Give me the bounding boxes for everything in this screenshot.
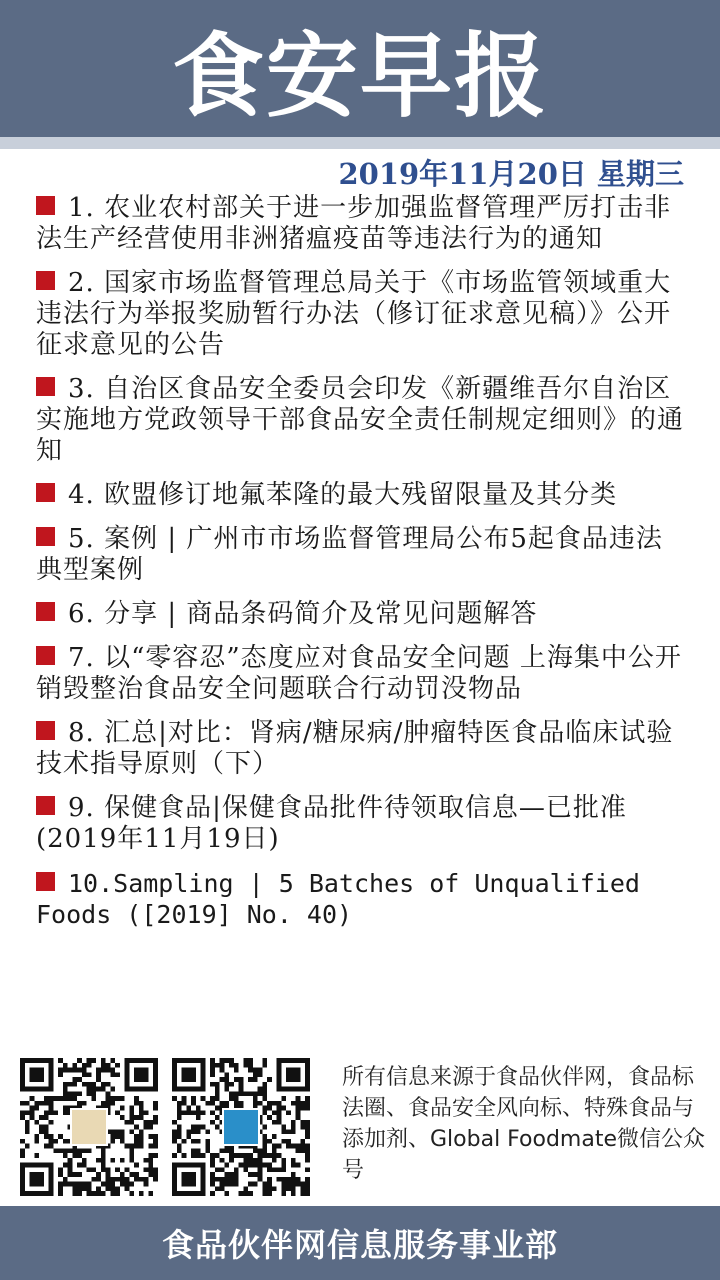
bullet-square-icon — [36, 721, 55, 740]
qr-logo-icon — [70, 1108, 108, 1146]
footer-banner: 食品伙伴网信息服务事业部 — [0, 1206, 720, 1280]
news-list — [36, 193, 688, 943]
news-item[interactable] — [36, 480, 688, 511]
news-item-text: 2. 国家市场监督管理总局关于《市场监管领域重大违法行为举报奖励暂行办法（修订征求意见稿）》公开征求意见的公告 — [36, 268, 672, 360]
qr-code-icon[interactable] — [172, 1058, 310, 1196]
bullet-square-icon — [36, 646, 55, 665]
bullet-square-icon — [36, 796, 55, 815]
qr-code-icon[interactable] — [20, 1058, 158, 1196]
news-item[interactable] — [36, 599, 688, 630]
bullet-square-icon — [36, 196, 55, 215]
news-item-text: 1. 农业农村部关于进一步加强监督管理严厉打击非法生产经营使用非洲猪瘟疫苗等违法行为的通知 — [36, 193, 672, 254]
news-item-text: 5. 案例 | 广州市市场监督管理局公布5起食品违法典型案例 — [36, 524, 663, 585]
news-item-text: 7. 以“零容忍”态度应对食品安全问题 上海集中公开销毁整治食品安全问题联合行动罚没物品 — [36, 643, 682, 704]
bullet-square-icon — [36, 872, 55, 891]
header-stripe — [0, 137, 720, 149]
date-label: 2019年11月20日 星期三 — [338, 157, 684, 191]
news-item-text: 3. 自治区食品安全委员会印发《新疆维吾尔自治区实施地方党政领导干部食品安全责任制规定细则》的通知 — [36, 374, 685, 466]
news-item[interactable] — [36, 793, 688, 855]
news-item-text: 10.Sampling | 5 Batches of Unqualified Foods ([2019] No. 40) — [36, 869, 640, 929]
news-item[interactable] — [36, 193, 688, 255]
qr-section — [20, 1058, 710, 1198]
news-item[interactable] — [36, 374, 688, 467]
news-item[interactable] — [36, 643, 688, 705]
bullet-square-icon — [36, 483, 55, 502]
source-note: 所有信息来源于食品伙伴网，食品标法圈、食品安全风向标、特殊食品与添加剂、Global Foodmate微信公众号 — [342, 1065, 706, 1183]
page-title: 食安早报 — [171, 22, 548, 130]
bullet-square-icon — [36, 527, 55, 546]
news-item-text: 9. 保健食品|保健食品批件待领取信息—已批准(2019年11月19日) — [36, 793, 627, 854]
bullet-square-icon — [36, 377, 55, 396]
news-item-text: 6. 分享 | 商品条码简介及常见问题解答 — [68, 599, 538, 629]
news-item[interactable] — [36, 718, 688, 780]
bullet-square-icon — [36, 271, 55, 290]
news-item-text: 8. 汇总|对比：肾病/糖尿病/肿瘤特医食品临床试验技术指导原则（下） — [36, 718, 674, 779]
news-item-text: 4. 欧盟修订地氟苯隆的最大残留限量及其分类 — [68, 480, 618, 510]
qr-logo-icon — [222, 1108, 260, 1146]
news-item[interactable] — [36, 268, 688, 361]
news-item[interactable] — [36, 868, 688, 930]
news-item[interactable] — [36, 524, 688, 586]
bullet-square-icon — [36, 602, 55, 621]
